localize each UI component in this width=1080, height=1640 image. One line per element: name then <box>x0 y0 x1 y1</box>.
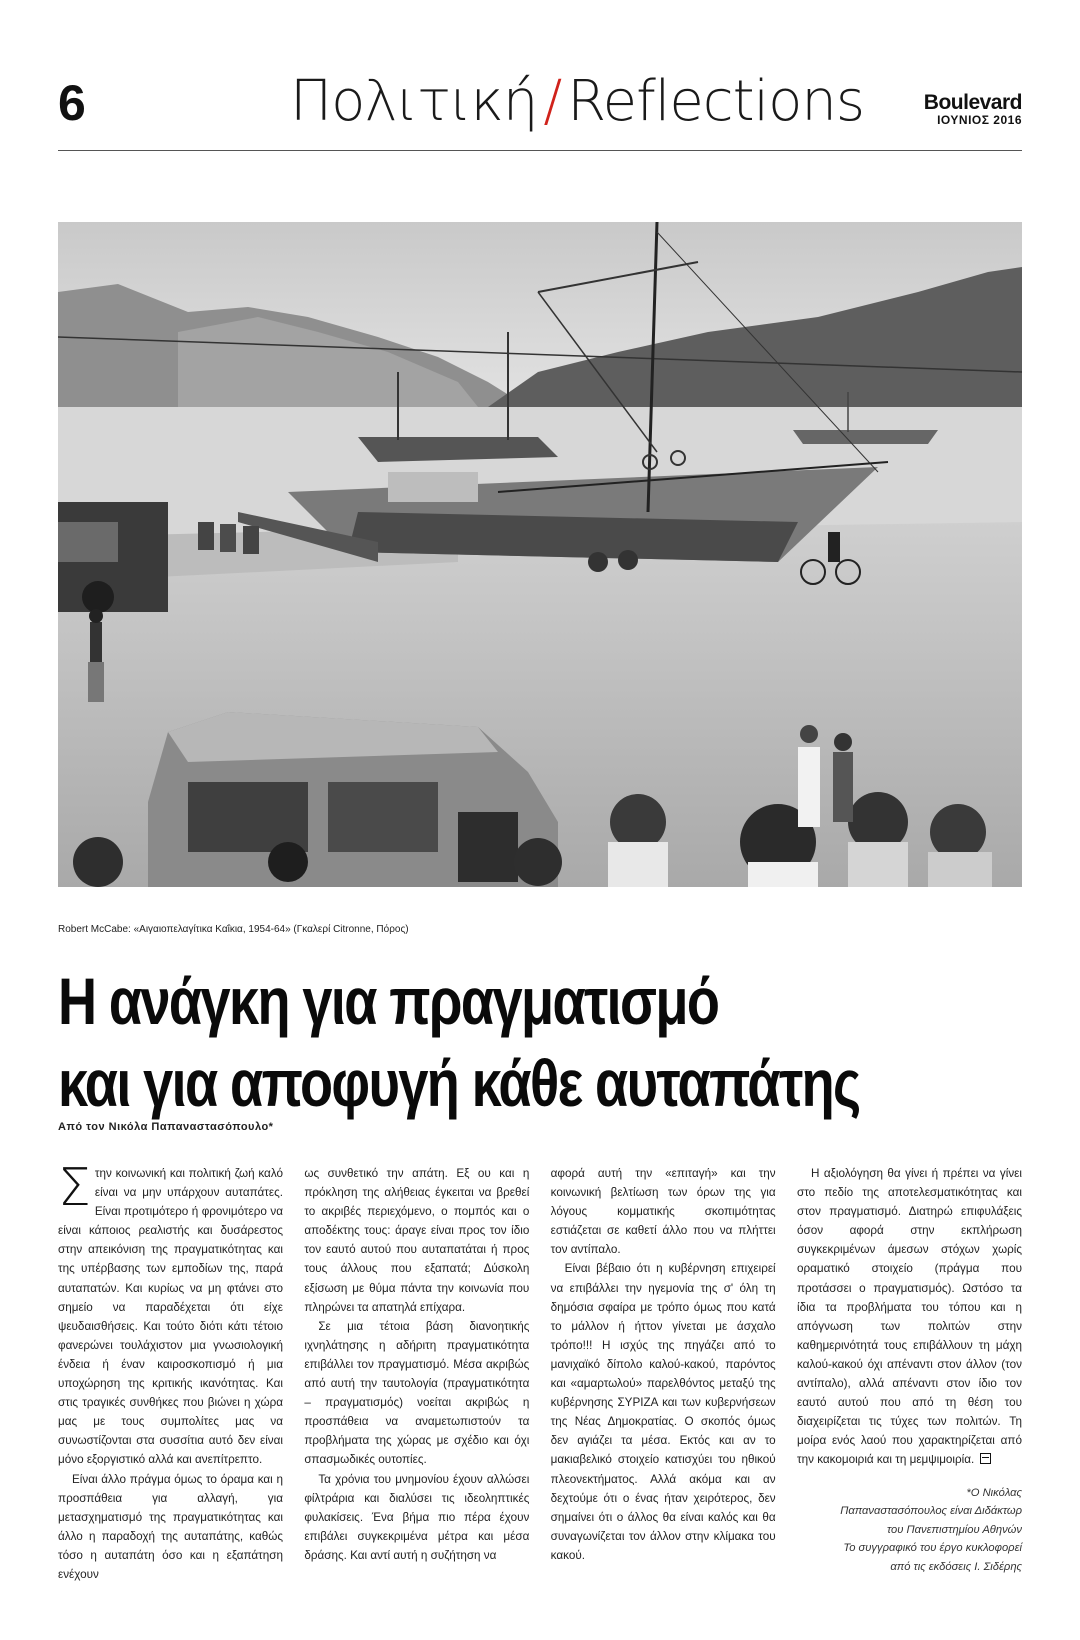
section-title-english: Reflections <box>567 69 865 134</box>
paragraph <box>797 1164 1022 1470</box>
paragraph <box>58 1158 283 1470</box>
bio-line: από τις εκδόσεις Ι. Σιδέρης <box>890 1560 1022 1573</box>
paragraph: Είναι βέβαιο ότι η κυβέρνηση επιχειρεί να επιβάλλει την ηγεμονία της σ' όλη τη δημόσια σφαίρα με τρόπο όμως που κατά το μάλλον ή ήττον γίνεται με άσχαλο τρόπο!!! Η ισχύς της πηγάζει από το μανιχαϊκό δίπολο καλού-κακού, παρόντος και «αμαρτωλού» παρελθόντος μεταξύ της κυβέρνησης ΣΥΡΙΖΑ και των κυβερνήσεων της Νέας Δημοκρατίας. Ο σκοπός όμως δεν αγιάζει τα μέσα. Εκτός και αν το μακιαβελικό στοιχείο κατισχύει του ηθικού πλεονεκτήματος. Αλλά ακόμα και αν δεχτούμε ότι ο ένας ήταν χειρότερος, δεν σημαίνει ότι ο άλλος θα είναι καλός και θα συναγωνίζεται τον άλλον στην κλίμακα του κακού. <box>550 1262 776 1562</box>
page-number: 6 <box>58 75 86 131</box>
section-separator: / <box>543 69 562 134</box>
article-column-3 <box>551 1164 776 1584</box>
issue-date: ΙΟΥΝΙΟΣ 2016 <box>937 113 1022 127</box>
headline-line-2: και για αποφυγή κάθε αυταπάτης <box>58 1046 860 1120</box>
byline: Από τον Νικόλα Παπαναστασόπουλο* <box>58 1121 274 1133</box>
article-body <box>58 1158 1022 1584</box>
paragraph: αφορά αυτή την «επιταγή» και την κοινωνική βελτίωση των όρων της για λόγους κομματικής σκοπιμότητας εστιάζεται σε καθετί άλλο που να πλήττει τον αντίπαλο. <box>550 1167 776 1257</box>
section-title-greek: Πολιτική <box>290 69 538 134</box>
header-divider <box>58 150 1022 151</box>
paragraph: ως συνθετικό την απάτη. Εξ ου και η πρόκληση της αλήθειας έγκειται να βρεθεί το ακριβές περιεχόμενο, ο πομπός και ο αποδέκτης τους: άραγε είναι προς τον ίδιο τον εαυτό αυτού που αυταπατάται ή προς τους άλλους που εξαπατά; Δύσκολη εξίσωση με θύμα πάντα την κοινωνία που πληρώνει τα απατηλά επίχαρα. <box>304 1167 530 1314</box>
article-column-4 <box>797 1164 1022 1584</box>
article-column-1 <box>58 1158 283 1584</box>
bio-line: Παπαναστασόπουλος είναι Διδάκτωρ <box>840 1505 1022 1517</box>
paragraph: Τα χρόνια του μνημονίου έχουν αλλώσει φίλτράρια και διαλύσει τις ιδεοληπτικές φυλακίσεις. Ένα βήμα πιο πέρα έχουν επιβάλει συγκεκριμένα μέτρα και μέσα δράσης. Και αντί αυτή η συζήτηση να <box>304 1472 530 1562</box>
bio-line: *Ο Νικόλας <box>966 1486 1022 1499</box>
paragraph-text: Η αξιολόγηση θα γίνει ή πρέπει να γίνει στο πεδίο της αποτελεσματικότητας και στον πραγματισμό. Διατηρώ επιφυλάξεις όσον αφορά στην εκπλήρωση συγκεκριμένων άμεσων στόχων χωρίς οραματικό στοιχείο (πράγμα που προτάσσει ο πραγματισμός). Ωστόσο τα ίδια τα προβλήματα του τόπου και η απόγνωση των πολιτών στην καθημερινότητά τους επιβάλλουν τη μάχη καλού-κακού όχι απέναντι στον άλλον (τον αντίπαλο), αλλά απέναντι στον ίδιο τον εαυτό αυτού που από τη θέση του διαχειρίζεται τις τύχες των πολιτών. Τη μοίρα ενός λαού που χαρακτηρίζεται από την κακομοιριά και τη μεμψιμοιρία. <box>796 1167 1022 1467</box>
photo-caption: Robert McCabe: «Αιγαιοπελαγίτικα Καΐκια, 1954-64» (Γκαλερί Citronne, Πόρος) <box>58 924 409 935</box>
article-column-2 <box>304 1164 529 1584</box>
paragraph-text: την κοινωνική και πολιτική ζωή καλό είναι να μην υπάρχουν αυταπάτες. Είναι προτιμότερο ή φρονιμότερο να είναι κάποιος ρεαλιστής και δυσάρεστος στην απεικόνιση της πραγματικότητας και της υπέρβασης των εμποδίων της, παρά αυταπατών. Και κυρίως να μη φτάνει στο σημείο να παραδέχεται ότι είχε ψευδαισθήσεις. Και τούτο διότι κάτι τέτοιο φανερώνει τουλάχιστον μια γνωσιολογική ένδεια ή έναν καιροσκοπισμό ή μια υποχώρηση της κριτικής ικανότητας. Και στις τραγικές συνθήκες που βιώνει η χώρα μας με τους συμπολίτες μας να συνωστίζονται στα συσσίτια αυτό δεν είναι μόνο εξοργιστικό αλλά και ανεπίτρεπτο. <box>58 1167 283 1467</box>
paragraph: Σε μια τέτοια βάση διανοητικής ιχνηλάτησης η αδήριτη πραγματικότητα επιβάλλει τον πραγματισμό. Μέσα ακριβώς από αυτή την ταυτολογία (πραγματικότητα – πραγματισμός) νοείται ακριβώς η προσπάθεια να αναμετωπιστούν τα προβλήματα της χώρας με σχέδιο και όχι σπασμωδικές ουτοπίες. <box>304 1319 530 1467</box>
author-bio <box>797 1484 1022 1577</box>
masthead <box>924 92 1022 127</box>
bio-line: Το συγγραφικό του έργο κυκλοφορεί <box>843 1542 1022 1554</box>
headline-line-1: Η ανάγκη για πραγματισμό <box>58 964 719 1038</box>
harbor-photo-illustration <box>58 222 1022 887</box>
end-of-article-icon <box>980 1453 991 1464</box>
section-title <box>290 69 865 134</box>
harbor-photo <box>58 222 1022 887</box>
article-headline <box>58 960 862 1124</box>
brand-logo: Boulevard <box>923 91 1022 114</box>
paragraph: Είναι άλλο πράγμα όμως το όραμα και η προσπάθεια για αλλαγή, για μετασχηματισμό της πραγματικότητας και άλλο η παραδοχή της αυταπάτης, καθώς τόσο η αυταπάτη όσο και η εξαπάτηση ενέχουν <box>58 1472 283 1581</box>
bio-line: του Πανεπιστημίου Αθηνών <box>887 1523 1022 1536</box>
drop-cap: Σ <box>58 1158 91 1218</box>
